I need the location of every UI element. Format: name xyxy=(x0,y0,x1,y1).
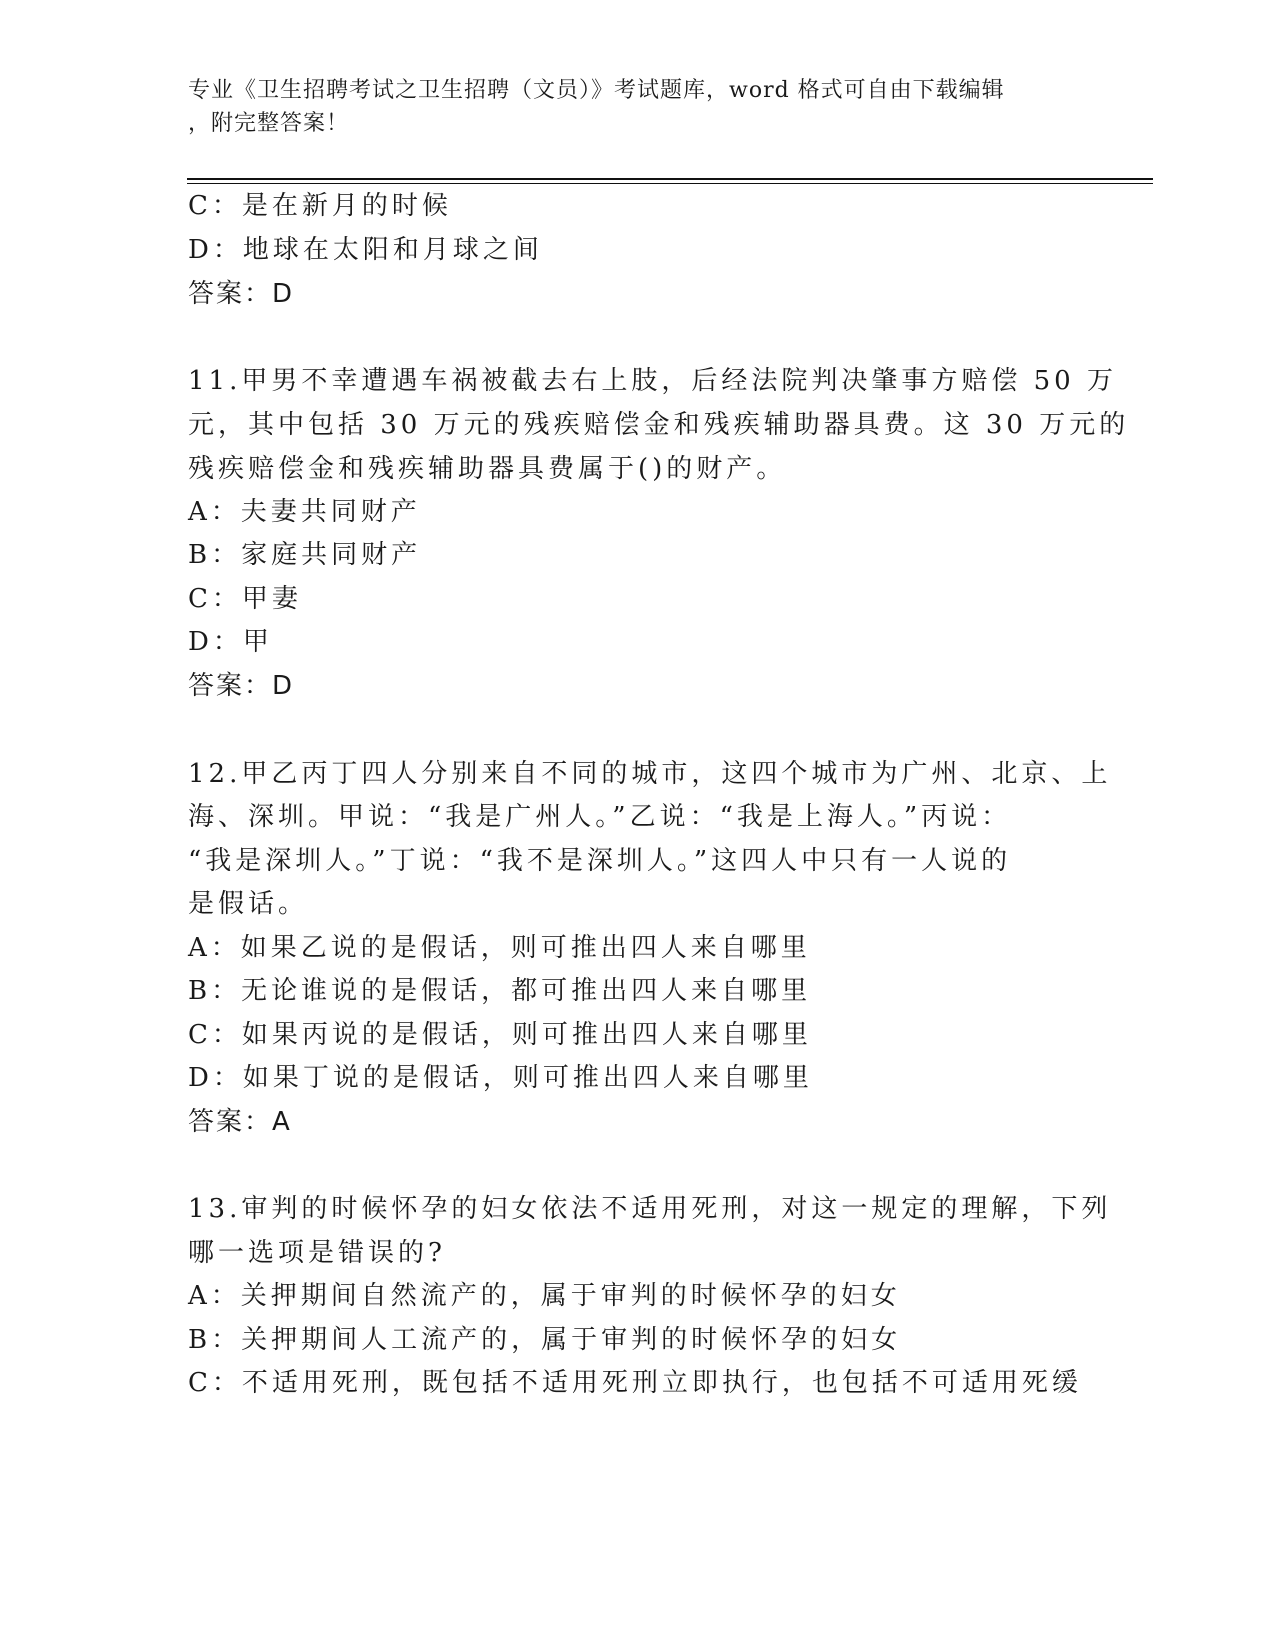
header-rule-thick xyxy=(187,178,1153,180)
header-rule-thin xyxy=(187,183,1153,184)
q12-option-d: D：如果丁说的是假话，则可推出四人来自哪里 xyxy=(188,1063,813,1093)
q11-option-b: B：家庭共同财产 xyxy=(188,540,422,570)
q13-option-c: C：不适用死刑，既包括不适用死刑立即执行，也包括不可适用死缓 xyxy=(188,1368,1082,1398)
q12-stem-line-2: 海、深圳。甲说：“我是广州人。”乙说：“我是上海人。”丙说： xyxy=(188,802,1012,832)
q11-option-c: C：甲妻 xyxy=(188,584,302,614)
header-line-1: 专业《卫生招聘考试之卫生招聘（文员）》考试题库，word 格式可自由下载编辑 xyxy=(188,78,1005,103)
q10-option-c: C：是在新月的时候 xyxy=(188,191,452,221)
q12-stem-line-3: “我是深圳人。”丁说：“我不是深圳人。”这四人中只有一人说的 xyxy=(188,846,1012,876)
q12-option-a: A：如果乙说的是假话，则可推出四人来自哪里 xyxy=(188,933,811,963)
q11-stem-line-2: 元，其中包括 30 万元的残疾赔偿金和残疾辅助器具费。这 30 万元的 xyxy=(188,410,1130,440)
q13-option-b: B：关押期间人工流产的，属于审判的时候怀孕的妇女 xyxy=(188,1325,902,1355)
q11-stem-line-1: 11.甲男不幸遭遇车祸被截去右上肢，后经法院判决肇事方赔偿 50 万 xyxy=(188,366,1117,396)
q11-option-a: A：夫妻共同财产 xyxy=(188,497,421,527)
q12-stem-line-1: 12.甲乙丙丁四人分别来自不同的城市，这四个城市为广州、北京、上 xyxy=(188,759,1112,789)
q13-option-a: A：关押期间自然流产的，属于审判的时候怀孕的妇女 xyxy=(188,1281,901,1311)
q12-stem-line-4: 是假话。 xyxy=(188,889,309,919)
q11-stem-line-3: 残疾赔偿金和残疾辅助器具费属于()的财产。 xyxy=(188,454,787,484)
q10-option-d: D：地球在太阳和月球之间 xyxy=(188,235,543,265)
q12-option-b: B：无论谁说的是假话，都可推出四人来自哪里 xyxy=(188,976,812,1006)
header-line-2: ，附完整答案！ xyxy=(188,111,350,136)
q12-answer: 答案：A xyxy=(188,1107,292,1137)
q13-stem-line-2: 哪一选项是错误的? xyxy=(188,1238,446,1268)
document-header xyxy=(188,74,1088,140)
q11-option-d: D：甲 xyxy=(188,627,273,657)
q11-answer: 答案：D xyxy=(188,671,295,701)
q10-answer: 答案：D xyxy=(188,279,295,309)
q13-stem-line-1: 13.审判的时候怀孕的妇女依法不适用死刑，对这一规定的理解，下列 xyxy=(188,1194,1112,1224)
q12-option-c: C：如果丙说的是假话，则可推出四人来自哪里 xyxy=(188,1020,812,1050)
